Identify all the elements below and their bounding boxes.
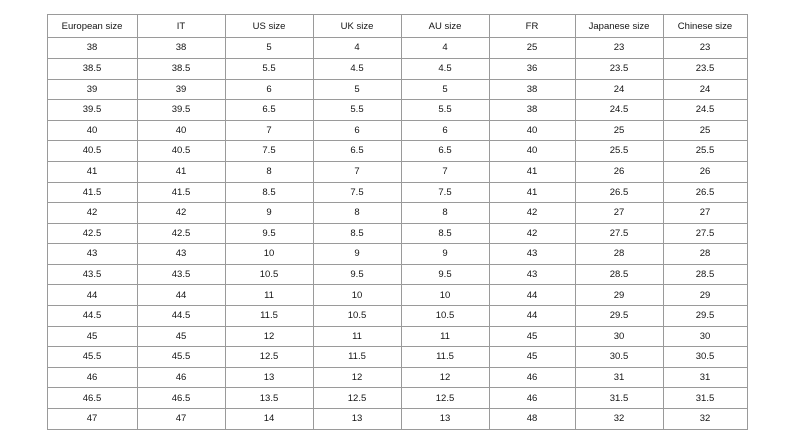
table-cell: 5.5 [401,100,489,121]
table-cell: 10.5 [401,306,489,327]
table-cell: 23.5 [575,58,663,79]
column-header: UK size [313,15,401,38]
table-row [47,264,747,285]
table-cell: 32 [575,409,663,430]
table-cell: 46 [47,367,137,388]
table-cell: 40 [489,141,575,162]
column-header: AU size [401,15,489,38]
table-cell: 9.5 [401,264,489,285]
table-cell: 9.5 [313,264,401,285]
table-cell: 40 [47,120,137,141]
table-cell: 8.5 [313,223,401,244]
table-row [47,347,747,368]
table-cell: 7.5 [401,182,489,203]
table-cell: 9 [225,203,313,224]
table-cell: 45.5 [137,347,225,368]
table-cell: 24 [575,79,663,100]
table-cell: 28 [663,244,747,265]
table-cell: 25 [575,120,663,141]
table-cell: 5.5 [225,58,313,79]
table-cell: 44 [137,285,225,306]
table-cell: 31 [663,367,747,388]
table-cell: 38 [489,100,575,121]
table-cell: 41 [137,161,225,182]
table-cell: 12.5 [313,388,401,409]
table-cell: 12 [313,367,401,388]
table-cell: 40 [489,120,575,141]
table-header [47,15,747,38]
table-cell: 29.5 [663,306,747,327]
table-cell: 27 [575,203,663,224]
table-cell: 46 [489,388,575,409]
table-cell: 24.5 [575,100,663,121]
table-cell: 8.5 [225,182,313,203]
table-cell: 43.5 [47,264,137,285]
table-cell: 44.5 [137,306,225,327]
table-cell: 45 [47,326,137,347]
table-cell: 10 [225,244,313,265]
table-cell: 45 [489,326,575,347]
table-cell: 41 [489,182,575,203]
table-cell: 8 [313,203,401,224]
table-row [47,141,747,162]
column-header: IT [137,15,225,38]
table-cell: 13.5 [225,388,313,409]
table-cell: 28.5 [663,264,747,285]
table-cell: 9 [401,244,489,265]
column-header: Japanese size [575,15,663,38]
table-cell: 46 [489,367,575,388]
table-cell: 6 [225,79,313,100]
table-cell: 46 [137,367,225,388]
table-cell: 6.5 [313,141,401,162]
table-cell: 29.5 [575,306,663,327]
table-cell: 39 [137,79,225,100]
table-cell: 11.5 [313,347,401,368]
table-cell: 26.5 [575,182,663,203]
table-cell: 13 [225,367,313,388]
table-cell: 6.5 [401,141,489,162]
table-cell: 4.5 [313,58,401,79]
table-cell: 11.5 [401,347,489,368]
table-row [47,223,747,244]
table-row [47,388,747,409]
table-row [47,409,747,430]
table-cell: 12.5 [225,347,313,368]
column-header: FR [489,15,575,38]
table-cell: 8.5 [401,223,489,244]
table-row [47,120,747,141]
table-row [47,367,747,388]
table-cell: 42 [489,203,575,224]
table-cell: 27.5 [575,223,663,244]
table-cell: 26.5 [663,182,747,203]
table-cell: 7 [401,161,489,182]
table-row [47,38,747,59]
table-cell: 43 [489,264,575,285]
table-cell: 5 [225,38,313,59]
table-cell: 46.5 [47,388,137,409]
table-cell: 10.5 [313,306,401,327]
table-cell: 7 [225,120,313,141]
column-header: Chinese size [663,15,747,38]
table-cell: 47 [137,409,225,430]
table-cell: 40 [137,120,225,141]
table-cell: 47 [47,409,137,430]
table-cell: 36 [489,58,575,79]
table-cell: 26 [663,161,747,182]
table-cell: 39 [47,79,137,100]
table-cell: 6.5 [225,100,313,121]
table-row [47,161,747,182]
table-cell: 30 [663,326,747,347]
table-cell: 48 [489,409,575,430]
table-cell: 30.5 [575,347,663,368]
table-cell: 12 [225,326,313,347]
table-cell: 25 [489,38,575,59]
table-cell: 13 [313,409,401,430]
table-cell: 11 [225,285,313,306]
table-row [47,285,747,306]
table-cell: 44.5 [47,306,137,327]
table-cell: 41.5 [137,182,225,203]
table-row [47,79,747,100]
table-cell: 43 [47,244,137,265]
table-cell: 29 [575,285,663,306]
table-cell: 29 [663,285,747,306]
table-cell: 45 [137,326,225,347]
table-cell: 30.5 [663,347,747,368]
table-cell: 12 [401,367,489,388]
table-cell: 28 [575,244,663,265]
table-cell: 40.5 [137,141,225,162]
column-header: European size [47,15,137,38]
table-cell: 38 [489,79,575,100]
table-cell: 13 [401,409,489,430]
table-header-row [47,15,747,38]
table-cell: 31.5 [663,388,747,409]
table-cell: 27.5 [663,223,747,244]
table-cell: 23 [663,38,747,59]
table-cell: 25.5 [663,141,747,162]
table-cell: 4 [313,38,401,59]
table-cell: 10 [313,285,401,306]
table-cell: 10.5 [225,264,313,285]
table-cell: 5 [313,79,401,100]
table-row [47,100,747,121]
column-header: US size [225,15,313,38]
table-row [47,203,747,224]
table-cell: 44 [47,285,137,306]
table-cell: 31 [575,367,663,388]
table-cell: 10 [401,285,489,306]
table-cell: 24.5 [663,100,747,121]
table-cell: 39.5 [47,100,137,121]
table-row [47,58,747,79]
table-cell: 41.5 [47,182,137,203]
table-cell: 23.5 [663,58,747,79]
table-cell: 11.5 [225,306,313,327]
table-cell: 5.5 [313,100,401,121]
table-cell: 25.5 [575,141,663,162]
table-cell: 32 [663,409,747,430]
table-cell: 41 [47,161,137,182]
table-cell: 7.5 [225,141,313,162]
table-cell: 4 [401,38,489,59]
table-cell: 43 [489,244,575,265]
table-cell: 42.5 [47,223,137,244]
table-row [47,306,747,327]
table-cell: 8 [401,203,489,224]
table-cell: 28.5 [575,264,663,285]
table-row [47,326,747,347]
table-cell: 46.5 [137,388,225,409]
table-cell: 40.5 [47,141,137,162]
table-cell: 38.5 [137,58,225,79]
table-cell: 24 [663,79,747,100]
table-cell: 45 [489,347,575,368]
table-cell: 38 [137,38,225,59]
table-cell: 5 [401,79,489,100]
table-cell: 11 [401,326,489,347]
table-cell: 4.5 [401,58,489,79]
table-cell: 30 [575,326,663,347]
table-cell: 31.5 [575,388,663,409]
table-cell: 44 [489,285,575,306]
table-cell: 8 [225,161,313,182]
table-cell: 42 [47,203,137,224]
table-cell: 42 [489,223,575,244]
table-cell: 25 [663,120,747,141]
table-cell: 7.5 [313,182,401,203]
table-body [47,38,747,429]
table-cell: 7 [313,161,401,182]
table-cell: 12.5 [401,388,489,409]
table-cell: 45.5 [47,347,137,368]
table-cell: 43.5 [137,264,225,285]
table-cell: 44 [489,306,575,327]
table-cell: 9 [313,244,401,265]
table-cell: 42.5 [137,223,225,244]
table-cell: 38.5 [47,58,137,79]
table-cell: 41 [489,161,575,182]
table-cell: 39.5 [137,100,225,121]
table-cell: 6 [313,120,401,141]
table-cell: 9.5 [225,223,313,244]
table-cell: 27 [663,203,747,224]
table-row [47,244,747,265]
table-cell: 14 [225,409,313,430]
table-cell: 26 [575,161,663,182]
table-cell: 11 [313,326,401,347]
shoe-size-conversion-table [47,14,748,429]
table-cell: 6 [401,120,489,141]
table-cell: 38 [47,38,137,59]
table-cell: 23 [575,38,663,59]
table-cell: 43 [137,244,225,265]
table-row [47,182,747,203]
table-cell: 42 [137,203,225,224]
